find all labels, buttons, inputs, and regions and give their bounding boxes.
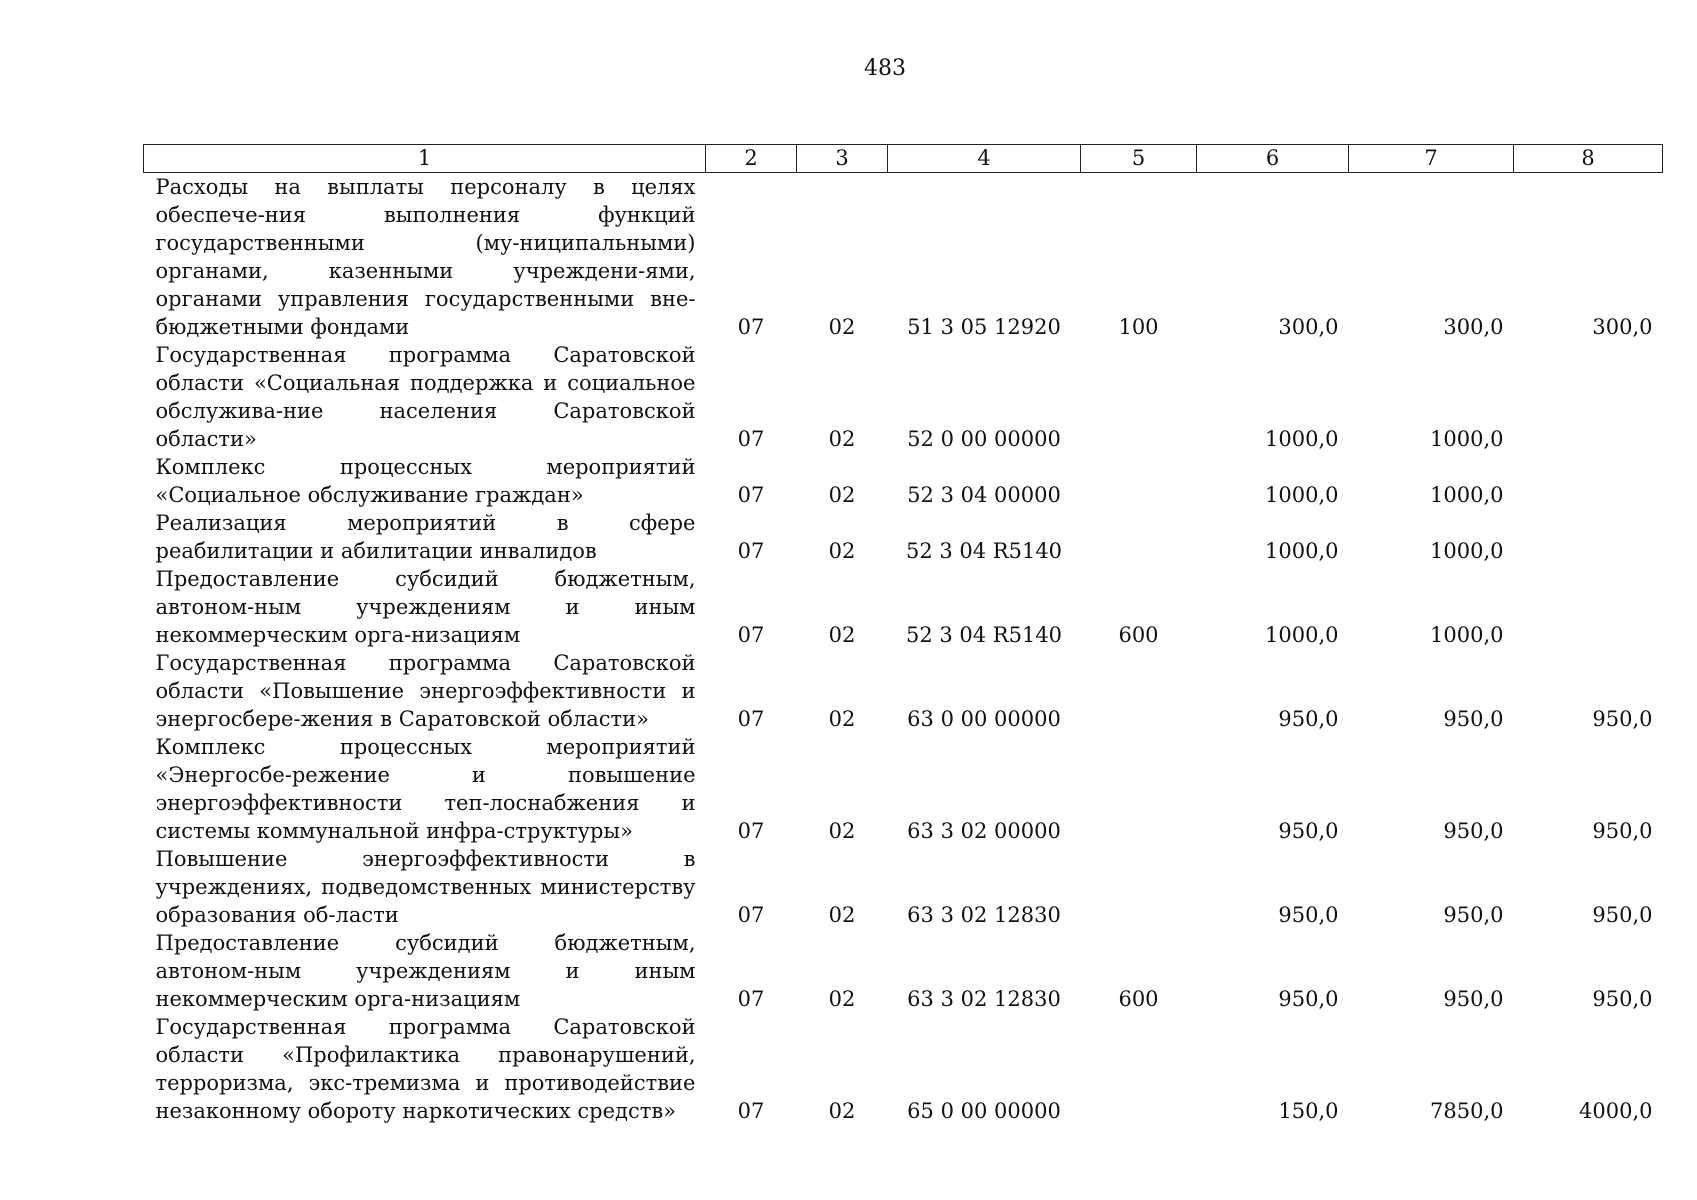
- table-row: [144, 565, 1663, 649]
- row-name: Реализация мероприятий в сфере реабилитации и абилитации инвалидов: [155, 511, 696, 563]
- row-sum1: 150,0: [1278, 1099, 1339, 1123]
- row-vr: [1081, 509, 1197, 565]
- row-csr: 52 0 00 00000: [907, 427, 1061, 451]
- row-csr: 52 3 04 00000: [907, 483, 1061, 507]
- row-podrazdel: 02: [828, 903, 856, 927]
- row-name: Предоставление субсидий бюджетным, автоном-ным учреждениям и иным некоммерческим орга-низациям: [155, 931, 696, 1011]
- table-row: [144, 173, 1663, 342]
- header-row: [144, 145, 1663, 173]
- row-razdel: 07: [737, 315, 765, 339]
- table-row: [144, 341, 1663, 453]
- row-razdel: 07: [737, 427, 765, 451]
- row-csr: 52 3 04 R5140: [905, 623, 1063, 647]
- row-podrazdel: 02: [828, 483, 856, 507]
- row-podrazdel: 02: [828, 707, 856, 731]
- row-sum2: 1000,0: [1430, 427, 1504, 451]
- row-sum2: 950,0: [1443, 987, 1504, 1011]
- table-row: [144, 733, 1663, 845]
- row-sum3: 950,0: [1592, 819, 1653, 843]
- row-vr: [1081, 341, 1197, 453]
- row-vr: 600: [1118, 987, 1159, 1011]
- row-sum2: 950,0: [1443, 707, 1504, 731]
- row-sum3: [1514, 565, 1663, 649]
- page-number: 483: [864, 56, 906, 81]
- row-podrazdel: 02: [828, 819, 856, 843]
- row-vr: [1081, 1013, 1197, 1125]
- row-sum1: 1000,0: [1265, 623, 1339, 647]
- row-csr: 52 3 04 R5140: [905, 539, 1063, 563]
- row-csr: 51 3 05 12920: [907, 315, 1061, 339]
- row-vr: 100: [1118, 315, 1159, 339]
- row-name: Комплекс процессных мероприятий «Энергосбе-режение и повышение энергоэффективности теп-лоснабжения и системы коммунальной инфра-структуры»: [155, 735, 696, 843]
- row-sum3: [1514, 509, 1663, 565]
- table-row: [144, 929, 1663, 1013]
- row-podrazdel: 02: [828, 1099, 856, 1123]
- row-sum1: 950,0: [1278, 903, 1339, 927]
- row-vr: [1081, 649, 1197, 733]
- row-podrazdel: 02: [828, 427, 856, 451]
- row-podrazdel: 02: [828, 539, 856, 563]
- row-sum1: 950,0: [1278, 819, 1339, 843]
- row-name: Комплекс процессных мероприятий «Социальное обслуживание граждан»: [155, 455, 696, 507]
- header-col-5: 5: [1081, 145, 1197, 173]
- row-vr: 600: [1118, 623, 1159, 647]
- row-sum1: 950,0: [1278, 707, 1339, 731]
- row-sum2: 300,0: [1443, 315, 1504, 339]
- header-col-6: 6: [1197, 145, 1349, 173]
- row-sum3: 300,0: [1592, 315, 1653, 339]
- row-sum1: 300,0: [1278, 315, 1339, 339]
- row-razdel: 07: [737, 623, 765, 647]
- table-row: [144, 649, 1663, 733]
- row-sum2: 1000,0: [1430, 539, 1504, 563]
- row-razdel: 07: [737, 903, 765, 927]
- row-podrazdel: 02: [828, 987, 856, 1011]
- row-name: Предоставление субсидий бюджетным, автоном-ным учреждениям и иным некоммерческим орга-низациям: [155, 567, 696, 647]
- budget-table: [143, 144, 1663, 1125]
- row-podrazdel: 02: [828, 623, 856, 647]
- row-sum1: 1000,0: [1265, 483, 1339, 507]
- row-name: Государственная программа Саратовской области «Социальная поддержка и социальное обслужива-ние населения Саратовской области»: [155, 343, 696, 451]
- row-name: Повышение энергоэффективности в учреждениях, подведомственных министерству образования об-ласти: [155, 847, 696, 927]
- row-csr: 63 3 02 12830: [907, 987, 1061, 1011]
- row-sum2: 1000,0: [1430, 483, 1504, 507]
- row-name: Государственная программа Саратовской области «Повышение энергоэффективности и энергосбере-жения в Саратовской области»: [155, 651, 696, 731]
- row-vr: [1081, 845, 1197, 929]
- header-col-8: 8: [1514, 145, 1663, 173]
- row-sum3: 950,0: [1592, 707, 1653, 731]
- row-sum3: [1514, 341, 1663, 453]
- row-vr: [1081, 733, 1197, 845]
- row-name: Расходы на выплаты персоналу в целях обеспече-ния выполнения функций государственными (му-ниципальными) органами, казенными учреждени-ями, органами управления государственными вне-бюджетными фондами: [155, 175, 696, 339]
- row-razdel: 07: [737, 539, 765, 563]
- table-row: [144, 509, 1663, 565]
- row-sum1: 1000,0: [1265, 427, 1339, 451]
- table-header: [144, 145, 1663, 173]
- row-razdel: 07: [737, 987, 765, 1011]
- row-sum1: 950,0: [1278, 987, 1339, 1011]
- row-name: Государственная программа Саратовской области «Профилактика правонарушений, терроризма, экс-тремизма и противодействие незаконному обороту наркотических средств»: [155, 1015, 696, 1123]
- header-col-1: 1: [144, 145, 706, 173]
- row-csr: 63 0 00 00000: [907, 707, 1061, 731]
- row-sum3: 4000,0: [1579, 1099, 1653, 1123]
- row-vr: [1081, 453, 1197, 509]
- row-sum1: 1000,0: [1265, 539, 1339, 563]
- row-sum2: 950,0: [1443, 903, 1504, 927]
- header-col-7: 7: [1349, 145, 1514, 173]
- row-sum3: 950,0: [1592, 987, 1653, 1011]
- table-row: [144, 453, 1663, 509]
- row-sum2: 7850,0: [1430, 1099, 1504, 1123]
- row-razdel: 07: [737, 483, 765, 507]
- row-podrazdel: 02: [828, 315, 856, 339]
- header-col-4: 4: [888, 145, 1081, 173]
- row-razdel: 07: [737, 1099, 765, 1123]
- header-col-2: 2: [706, 145, 797, 173]
- row-csr: 63 3 02 00000: [907, 819, 1061, 843]
- row-sum3: [1514, 453, 1663, 509]
- row-csr: 65 0 00 00000: [907, 1099, 1061, 1123]
- table-body: [144, 173, 1663, 1126]
- header-col-3: 3: [797, 145, 888, 173]
- row-sum3: 950,0: [1592, 903, 1653, 927]
- row-csr: 63 3 02 12830: [907, 903, 1061, 927]
- row-sum2: 1000,0: [1430, 623, 1504, 647]
- table-row: [144, 1013, 1663, 1125]
- table-row: [144, 845, 1663, 929]
- row-razdel: 07: [737, 707, 765, 731]
- row-sum2: 950,0: [1443, 819, 1504, 843]
- row-razdel: 07: [737, 819, 765, 843]
